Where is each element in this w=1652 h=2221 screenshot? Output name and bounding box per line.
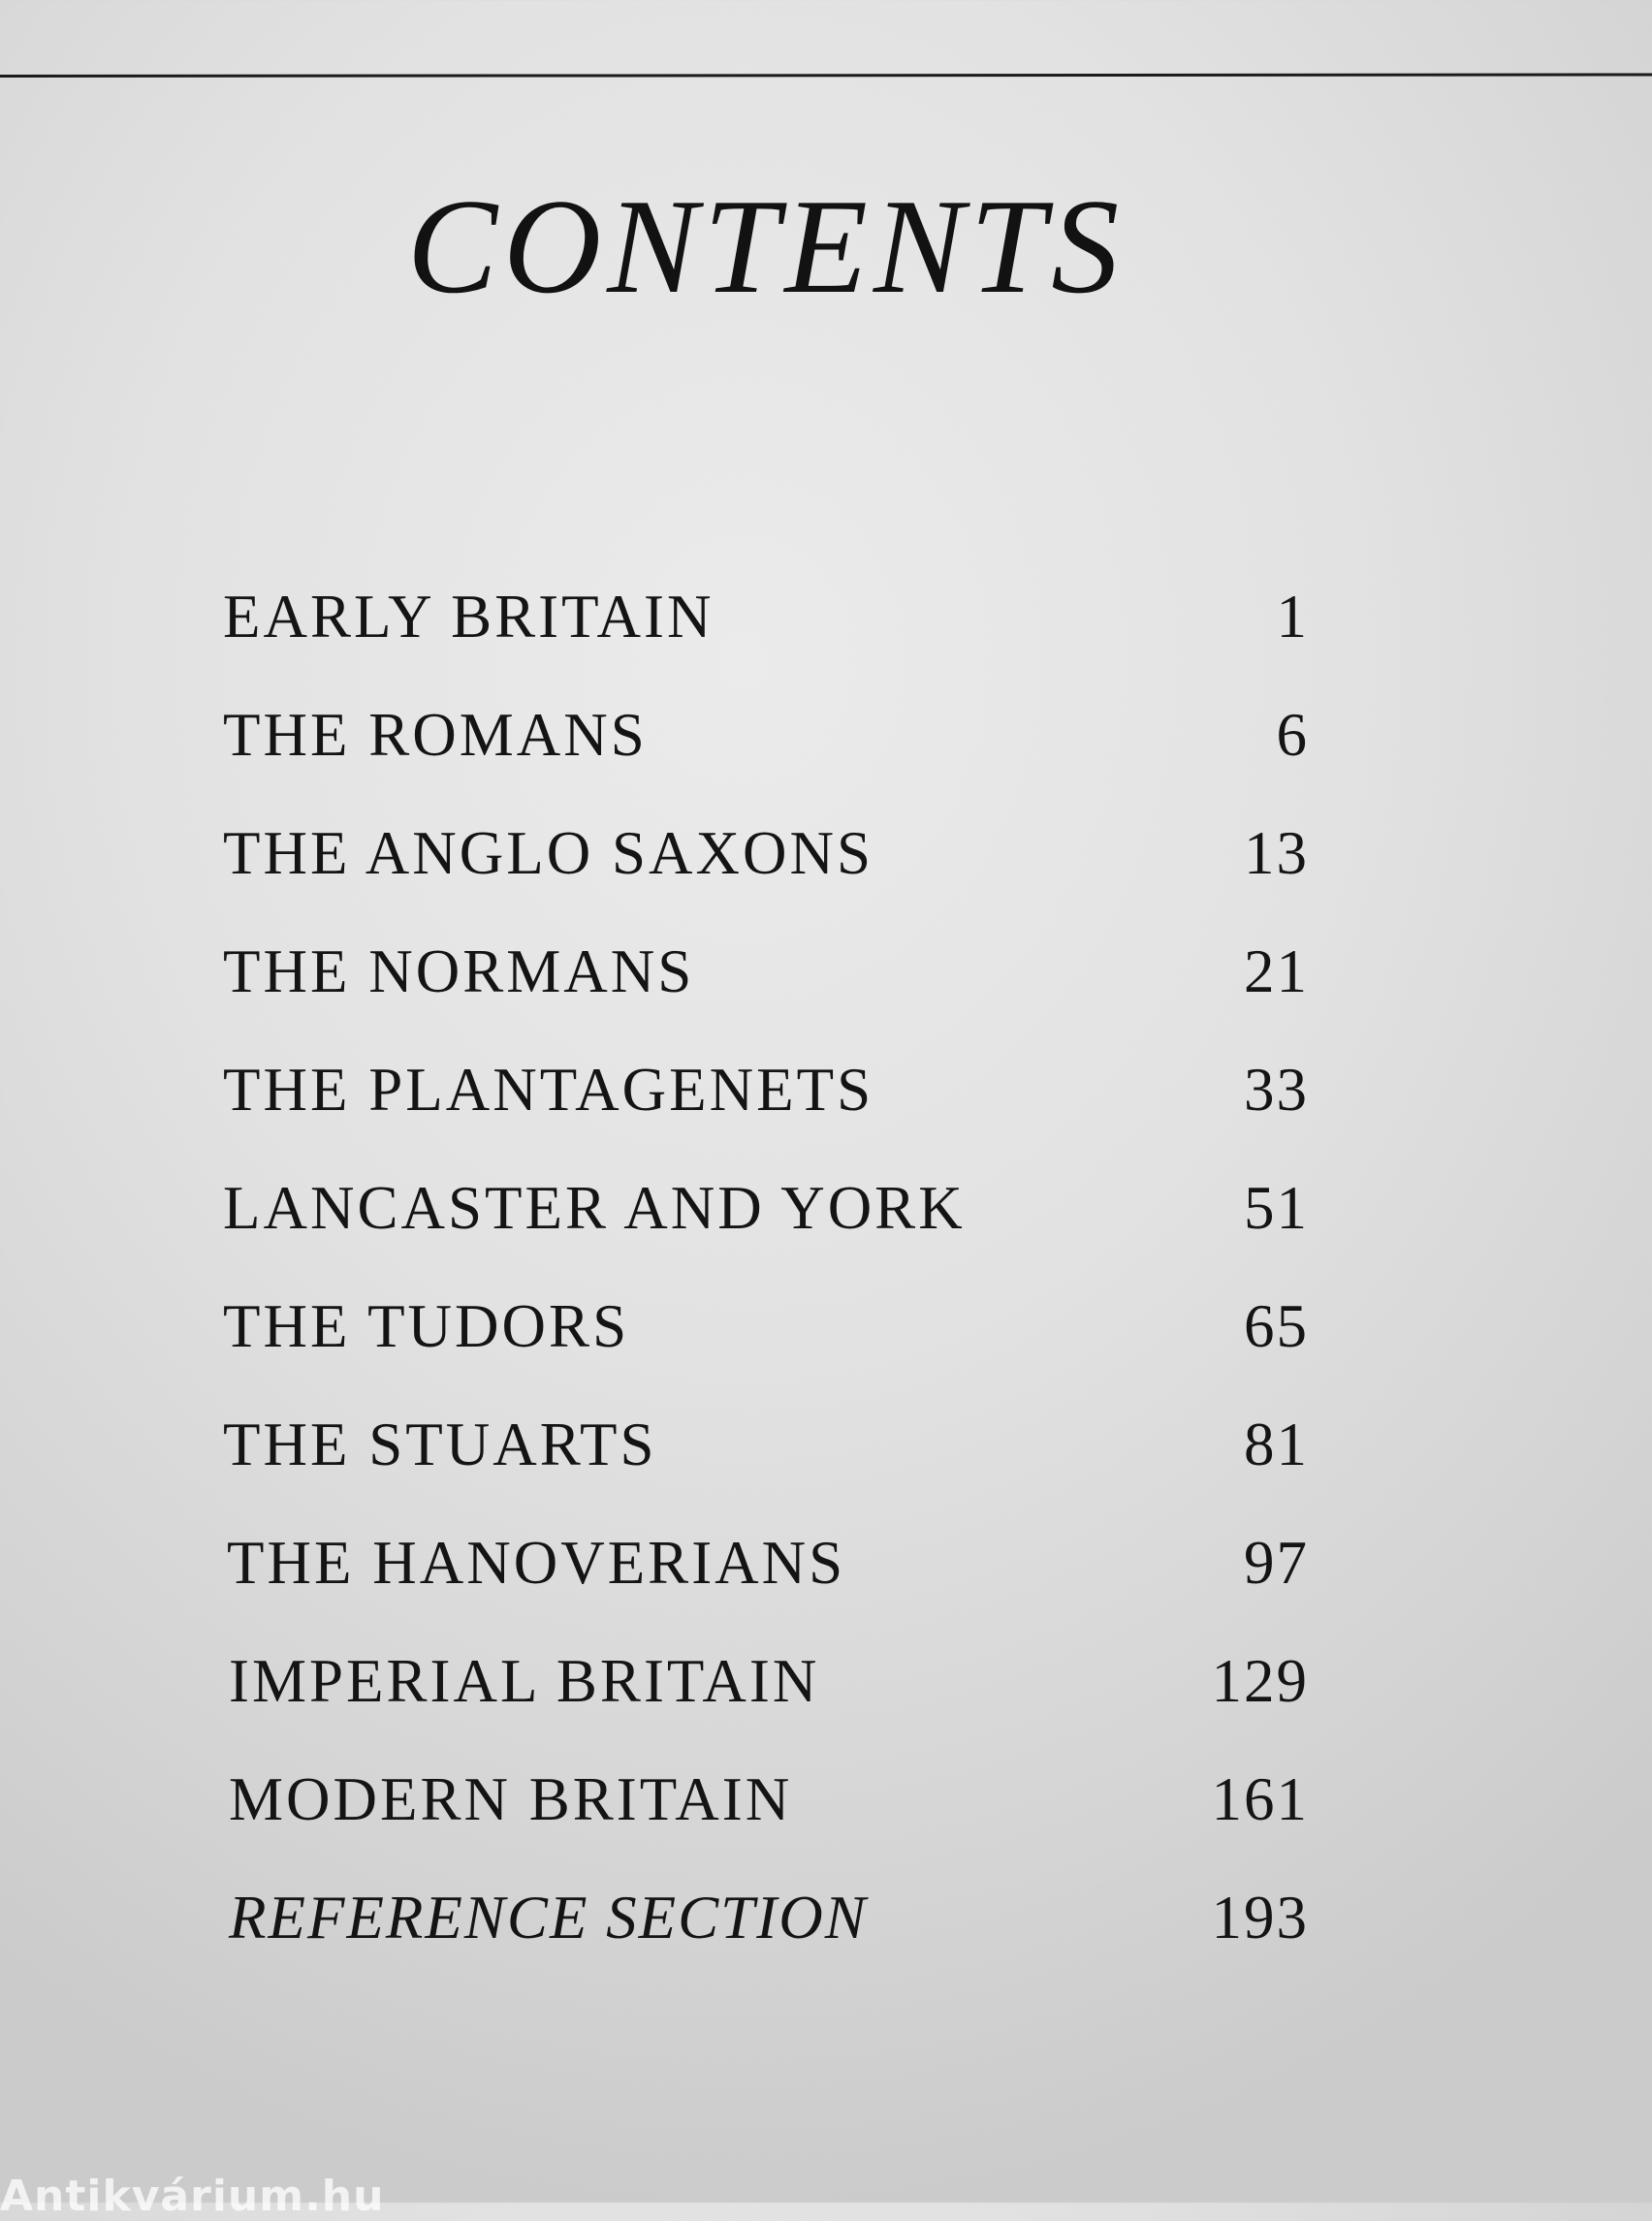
toc-entry-page: 13 <box>1244 818 1309 887</box>
toc-entry-label: MODERN BRITAIN <box>229 1764 793 1833</box>
toc-entry-page: 21 <box>1244 936 1309 1005</box>
toc-entry-page: 97 <box>1244 1528 1309 1597</box>
toc-entry-page: 161 <box>1211 1764 1309 1833</box>
toc-entry-label: THE STUARTS <box>223 1410 657 1478</box>
toc-entry-modern-britain <box>223 1740 1309 1858</box>
toc-entry-label: THE NORMANS <box>223 936 695 1005</box>
toc-entry-label: THE PLANTAGENETS <box>223 1055 874 1124</box>
toc-entry-label: LANCASTER AND YORK <box>223 1173 966 1242</box>
toc-entry-page: 6 <box>1276 700 1309 769</box>
toc-entry-label: REFERENCE SECTION <box>229 1883 868 1951</box>
toc-entry-page: 65 <box>1244 1291 1309 1360</box>
toc-entry-the-anglo-saxons <box>223 794 1309 912</box>
table-of-contents <box>223 557 1309 1977</box>
watermark: Antikvárium.hu <box>0 2172 385 2221</box>
toc-entry-lancaster-and-york <box>223 1149 1309 1267</box>
toc-entry-the-tudors <box>223 1267 1309 1385</box>
top-rule <box>0 74 1652 78</box>
toc-entry-label: THE HANOVERIANS <box>227 1528 846 1597</box>
toc-entry-early-britain <box>223 557 1309 676</box>
toc-entry-label: IMPERIAL BRITAIN <box>229 1646 820 1715</box>
toc-entry-page: 193 <box>1211 1883 1309 1951</box>
toc-entry-the-stuarts <box>223 1385 1309 1504</box>
toc-entry-page: 1 <box>1276 582 1309 650</box>
toc-entry-label: THE ROMANS <box>223 700 648 769</box>
page-title: CONTENTS <box>406 172 1126 322</box>
toc-entry-page: 51 <box>1244 1173 1309 1242</box>
toc-entry-label: THE ANGLO SAXONS <box>223 818 874 887</box>
toc-entry-the-plantagenets <box>223 1031 1309 1149</box>
toc-entry-page: 129 <box>1211 1646 1309 1715</box>
toc-entry-label: EARLY BRITAIN <box>223 582 715 650</box>
toc-entry-imperial-britain <box>223 1622 1309 1740</box>
toc-entry-reference-section <box>223 1858 1309 1977</box>
toc-entry-page: 33 <box>1244 1055 1309 1124</box>
toc-entry-label: THE TUDORS <box>223 1291 630 1360</box>
toc-entry-the-hanoverians <box>223 1504 1309 1622</box>
toc-entry-page: 81 <box>1244 1410 1309 1478</box>
toc-entry-the-normans <box>223 912 1309 1031</box>
toc-entry-the-romans <box>223 676 1309 794</box>
